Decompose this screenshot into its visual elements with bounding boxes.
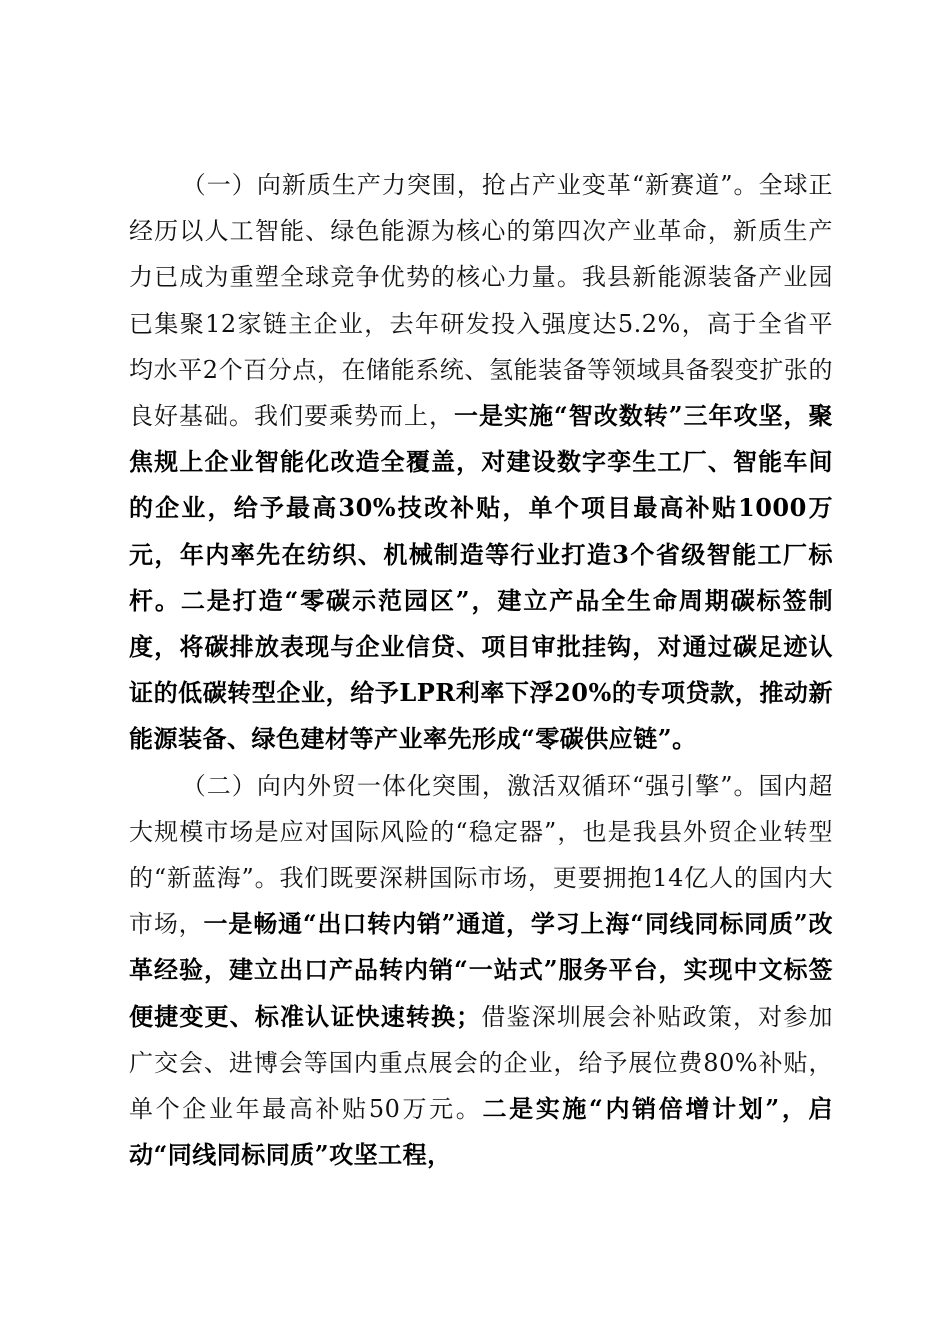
paragraph-1 [129,162,833,763]
paragraph-2 [129,763,833,1179]
document-body [129,162,833,1178]
paragraph-2-measure-1: 一是畅通“出口转内销”通道，学习上海“同线同标同质”改革经验，建立出口产品转内销“一站式”服务平台，实现中文标签便捷变更、标准认证快速转换； [129,909,834,1031]
paragraph-1-intro: （一）向新质生产力突围，抢占产业变革“新赛道”。全球正经历以人工智能、绿色能源为核心的第四次产业革命，新质生产力已成为重塑全球竞争优势的核心力量。我县新能源装备产业园已集聚12家链主企业，去年研发投入强度达5.2%，高于全省平均水平2个百分点，在储能系统、氢能装备等领域具备裂变扩张的良好基础。我们要乘势而上， [129,171,833,431]
paragraph-2-intro: （二）向内外贸一体化突围，激活双循环“强引擎”。国内超大规模市场是应对国际风险的“稳定器”，也是我县外贸企业转型的“新蓝海”。我们既要深耕国际市场，更要拥抱14亿人的国内大市场， [129,771,833,939]
paragraph-1-measures: 一是实施“智改数转”三年攻坚，聚焦规上企业智能化改造全覆盖，对建设数字孪生工厂、智能车间的企业，给予最高30%技改补贴，单个项目最高补贴1000万元，年内率先在纺织、机械制造等行业打造3个省级智能工厂标杆。二是打造“零碳示范园区”，建立产品全生命周期碳标签制度，将碳排放表现与企业信贷、项目审批挂钩，对通过碳足迹认证的低碳转型企业，给予LPR利率下浮20%的专项贷款，推动新能源装备、绿色建材等产业率先形成“零碳供应链”。 [129,401,834,754]
paragraph-2-measure-2: 二是实施“内销倍增计划”，启动“同线同标同质”攻坚工程， [129,1094,833,1170]
paragraph-2-subsidy: 借鉴深圳展会补贴政策，对参加广交会、进博会等国内重点展会的企业，给予展位费80%补贴，单个企业年最高补贴50万元。 [129,1002,834,1124]
